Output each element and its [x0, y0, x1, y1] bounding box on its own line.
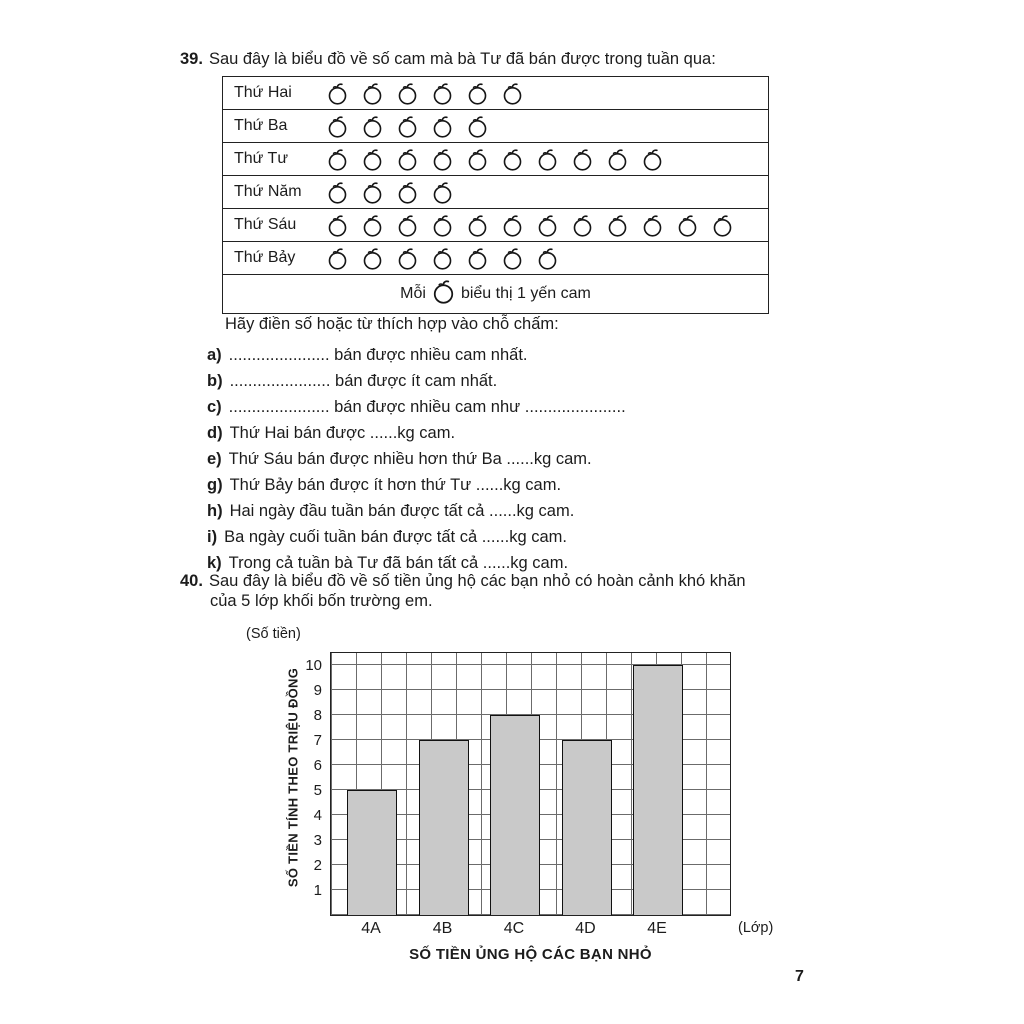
bar-4B: [419, 740, 469, 915]
y-axis-label: SỐ TIỀN TÍNH THEO TRIỆU ĐỒNG: [285, 667, 301, 888]
problem-39-number: 39.: [180, 50, 203, 68]
orange-icon: [362, 82, 383, 105]
fill-item: [207, 472, 626, 498]
y-axis-unit-label: (Số tiền): [246, 626, 301, 642]
fill-item-text: Thứ Sáu bán được nhiều hơn thứ Ba ......kg cam.: [228, 450, 592, 468]
orange-icon: [677, 214, 698, 237]
orange-icon: [327, 247, 348, 270]
fill-item-label: c): [207, 398, 222, 416]
fill-item-text: ...................... bán được nhiều cam nhất.: [228, 346, 528, 364]
fill-instruction: Hãy điền số hoặc từ thích hợp vào chỗ chấm:: [225, 315, 559, 333]
y-axis-ticks: [296, 652, 322, 916]
orange-icon: [502, 247, 523, 270]
orange-icon: [397, 214, 418, 237]
pictograph-row: [223, 176, 768, 209]
fill-item: [207, 342, 626, 368]
y-tick-label: 1: [313, 882, 322, 899]
fill-item-text: Trong cả tuần bà Tư đã bán tất cả ......kg cam.: [228, 554, 569, 572]
orange-icon: [362, 148, 383, 171]
bar-4C: [490, 715, 540, 915]
orange-icon: [327, 148, 348, 171]
y-tick-label: 7: [313, 732, 322, 749]
fill-items-list: [207, 342, 626, 576]
orange-icon: [397, 115, 418, 138]
y-tick-label: 9: [313, 682, 322, 699]
day-label: Thứ Sáu: [234, 216, 297, 233]
orange-icon: [502, 82, 523, 105]
orange-icon: [467, 214, 488, 237]
y-tick-label: 4: [313, 807, 322, 824]
pictograph-table: [222, 76, 769, 314]
day-label: Thứ Năm: [234, 183, 302, 200]
y-tick-label: 10: [305, 657, 322, 674]
fill-item: [207, 368, 626, 394]
orange-icon: [432, 247, 453, 270]
x-axis-ticks: [330, 920, 731, 940]
bar-4D: [562, 740, 612, 915]
orange-icon: [327, 181, 348, 204]
problem-40-number: 40.: [180, 572, 203, 590]
day-label: Thứ Ba: [234, 117, 288, 134]
orange-icon: [432, 148, 453, 171]
orange-icon: [467, 148, 488, 171]
bar-4A: [347, 790, 397, 915]
orange-icon: [502, 148, 523, 171]
bar-4E: [633, 665, 683, 915]
page-number: 7: [795, 968, 804, 985]
fill-item: [207, 446, 626, 472]
orange-icons: [327, 148, 768, 171]
fill-item-text: ...................... bán được ít cam nhất.: [229, 372, 498, 390]
x-axis-unit-label: (Lớp): [738, 920, 774, 936]
problem-39-intro: Sau đây là biểu đồ về số cam mà bà Tư đã bán được trong tuần qua:: [208, 50, 716, 68]
orange-icon: [432, 279, 455, 304]
fill-item-label: i): [207, 528, 218, 546]
pictograph-row: [223, 110, 768, 143]
fill-item-label: e): [207, 450, 222, 468]
orange-icon: [572, 148, 593, 171]
orange-icon: [537, 247, 558, 270]
y-tick-label: 8: [313, 707, 322, 724]
fill-item-text: Ba ngày cuối tuần bán được tất cả ......kg cam.: [224, 528, 567, 546]
pictograph-row: [223, 77, 768, 110]
fill-item-label: a): [207, 346, 222, 364]
x-tick-label: 4A: [361, 920, 381, 937]
problem-40-intro-line1: Sau đây là biểu đồ về số tiền ủng hộ các bạn nhỏ có hoàn cảnh khó khăn: [208, 572, 746, 590]
fill-item: [207, 524, 626, 550]
orange-icon: [397, 181, 418, 204]
fill-item-label: h): [207, 502, 223, 520]
fill-item: [207, 420, 626, 446]
orange-icons: [327, 214, 768, 237]
pictograph-row: [223, 242, 768, 275]
x-tick-label: 4E: [647, 920, 667, 937]
x-tick-label: 4C: [503, 920, 525, 937]
orange-icon: [362, 214, 383, 237]
problem-40-intro-line2: của 5 lớp khối bốn trường em.: [210, 592, 433, 610]
orange-icons: [327, 82, 768, 105]
fill-item: [207, 498, 626, 524]
fill-item-label: b): [207, 372, 223, 390]
orange-icon: [467, 247, 488, 270]
pictograph-rows: [223, 77, 768, 275]
legend-suffix: biểu thị 1 yến cam: [460, 285, 591, 302]
problem-39-header: [180, 48, 840, 70]
y-tick-label: 5: [313, 782, 322, 799]
x-tick-label: 4D: [575, 920, 596, 937]
orange-icon: [642, 214, 663, 237]
orange-icon: [537, 214, 558, 237]
orange-icon: [397, 148, 418, 171]
orange-icon: [642, 148, 663, 171]
orange-icon: [397, 82, 418, 105]
chart-title: SỐ TIỀN ỦNG HỘ CÁC BẠN NHỎ: [409, 946, 652, 963]
orange-icon: [327, 214, 348, 237]
fill-item-text: Hai ngày đầu tuần bán được tất cả ......kg cam.: [229, 502, 575, 520]
orange-icon: [607, 148, 628, 171]
pictograph-row: [223, 209, 768, 242]
fill-item-label: d): [207, 424, 223, 442]
day-label: Thứ Tư: [234, 150, 289, 167]
orange-icon: [362, 247, 383, 270]
fill-item: [207, 394, 626, 420]
pictograph-row: [223, 143, 768, 176]
orange-icon: [327, 115, 348, 138]
orange-icon: [467, 115, 488, 138]
orange-icon: [607, 214, 628, 237]
y-tick-label: 6: [313, 757, 322, 774]
orange-icons: [327, 115, 768, 138]
fill-item-text: ...................... bán được nhiều cam như ......................: [228, 398, 626, 416]
orange-icon: [397, 247, 418, 270]
orange-icon: [432, 82, 453, 105]
orange-icons: [327, 181, 768, 204]
legend-prefix: Mỗi: [400, 285, 426, 302]
fill-item-text: Thứ Bảy bán được ít hơn thứ Tư ......kg cam.: [229, 476, 562, 494]
x-tick-label: 4B: [432, 920, 453, 937]
y-tick-label: 2: [313, 857, 322, 874]
orange-icon-slot: [432, 279, 455, 309]
orange-icon: [712, 214, 733, 237]
orange-icon: [432, 214, 453, 237]
orange-icon: [432, 115, 453, 138]
pictograph-legend: [223, 275, 768, 313]
orange-icon: [432, 181, 453, 204]
fill-item-label: g): [207, 476, 223, 494]
problem-40-header: [180, 570, 860, 592]
day-label: Thứ Hai: [234, 84, 292, 101]
y-tick-label: 3: [313, 832, 322, 849]
orange-icons: [327, 247, 768, 270]
orange-icon: [362, 115, 383, 138]
day-label: Thứ Bảy: [234, 249, 296, 266]
orange-icon: [537, 148, 558, 171]
fill-item-text: Thứ Hai bán được ......kg cam.: [229, 424, 456, 442]
orange-icon: [502, 214, 523, 237]
orange-icon: [362, 181, 383, 204]
chart-plot-area: [330, 652, 731, 916]
orange-icon: [572, 214, 593, 237]
fill-item-label: k): [207, 554, 222, 572]
orange-icon: [467, 82, 488, 105]
orange-icon: [327, 82, 348, 105]
